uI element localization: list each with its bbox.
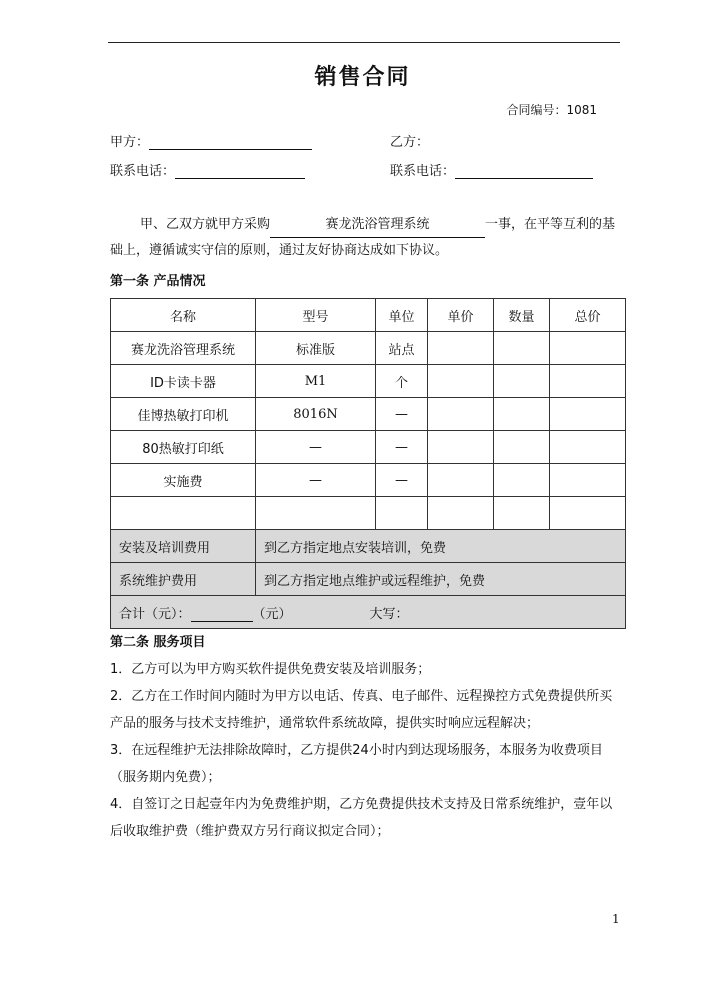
table-row: [111, 332, 626, 365]
header-total: 总价: [550, 299, 626, 332]
total-cell: [111, 596, 626, 629]
cell-model: M1: [256, 365, 376, 398]
party-b-phone-row: [390, 160, 593, 179]
list-item: 后收取维护费（维护费双方另行商议拟定合同）；: [110, 824, 390, 839]
page-title: 销售合同: [314, 64, 411, 90]
cell-quantity[interactable]: [494, 332, 550, 365]
intro-line-2: 础上，遵循诚实守信的原则，通过友好协商达成如下协议。: [110, 243, 449, 258]
total-capital-label: 大写：: [369, 606, 409, 622]
install-fee-label: 安装及培训费用: [111, 530, 256, 563]
cell-unit: —: [376, 398, 428, 431]
cell-unit: —: [376, 464, 428, 497]
party-a-phone-label: 联系电话：: [110, 164, 176, 179]
cell-total[interactable]: [550, 464, 626, 497]
section-2-heading: 第二条 服务项目: [110, 635, 206, 650]
list-item: （服务期内免费）；: [110, 770, 221, 785]
party-b-label: 乙方：: [390, 135, 430, 150]
header-unit: 单位: [376, 299, 428, 332]
cell-quantity[interactable]: [494, 398, 550, 431]
total-unit: （元）: [252, 606, 292, 622]
header-quantity: 数量: [494, 299, 550, 332]
cell-unit: —: [376, 431, 428, 464]
cell-model: —: [256, 464, 376, 497]
maintain-fee-label: 系统维护费用: [111, 563, 256, 596]
maintain-fee-row: [111, 563, 626, 596]
cell-unit: 个: [376, 365, 428, 398]
table-row: [111, 431, 626, 464]
table-row: [111, 497, 626, 530]
intro-product: 赛龙洗浴管理系统: [270, 212, 485, 238]
table-row: [111, 464, 626, 497]
party-b-row: [390, 131, 429, 150]
cell-model: —: [256, 431, 376, 464]
cell-name: 80热敏打印纸: [111, 431, 256, 464]
list-item: 4．自签订之日起壹年内为免费维护期，乙方免费提供技术支持及日常系统维护，壹年以: [110, 797, 613, 812]
table-header-row: [111, 299, 626, 332]
cell-total[interactable]: [550, 332, 626, 365]
contract-number: 合同编号：1081: [506, 103, 597, 117]
cell-total[interactable]: [550, 365, 626, 398]
cell-price[interactable]: [428, 398, 494, 431]
table-row: [111, 398, 626, 431]
party-a-phone-row: [110, 160, 305, 179]
list-item: 1．乙方可以为甲方购买软件提供免费安装及培训服务；: [110, 662, 431, 677]
cell-model: 8016N: [256, 398, 376, 431]
page-number: 1: [612, 912, 620, 926]
list-item: 3．在远程维护无法排除故障时，乙方提供24小时内到达现场服务，本服务为收费项目: [110, 743, 603, 758]
cell-price[interactable]: [428, 332, 494, 365]
intro-text-1: 甲、乙双方就甲方采购: [140, 217, 271, 232]
install-fee-value: 到乙方指定地点安装培训，免费: [256, 530, 626, 563]
section-1-heading: 第一条 产品情况: [110, 274, 206, 289]
header-name: 名称: [111, 299, 256, 332]
list-item: 产品的服务与技术支持维护，通常软件系统故障，提供实时响应远程解决；: [110, 716, 540, 731]
cell-quantity[interactable]: [494, 365, 550, 398]
header-rule: [108, 42, 620, 43]
total-row: [111, 596, 626, 629]
total-label: 合计（元）：: [119, 606, 191, 622]
header-price: 单价: [428, 299, 494, 332]
cell-total[interactable]: [550, 398, 626, 431]
cell-name: 赛龙洗浴管理系统: [111, 332, 256, 365]
cell-model[interactable]: [256, 497, 376, 530]
cell-name: 佳博热敏打印机: [111, 398, 256, 431]
cell-model: 标准版: [256, 332, 376, 365]
table-row: [111, 365, 626, 398]
party-a-row: [110, 131, 312, 150]
party-b-phone-blank[interactable]: [455, 164, 593, 179]
cell-price[interactable]: [428, 464, 494, 497]
cell-quantity[interactable]: [494, 431, 550, 464]
party-b-phone-label: 联系电话：: [390, 164, 456, 179]
intro-text-2: 一事，在平等互利的基: [485, 217, 616, 232]
intro-line-1: [110, 212, 615, 238]
party-a-phone-blank[interactable]: [175, 164, 305, 179]
cell-quantity[interactable]: [494, 497, 550, 530]
cell-total[interactable]: [550, 431, 626, 464]
party-a-label: 甲方：: [110, 135, 150, 150]
service-list: [110, 656, 615, 845]
product-table: [110, 298, 626, 629]
total-amount-blank[interactable]: [191, 607, 253, 622]
header-model: 型号: [256, 299, 376, 332]
cell-total[interactable]: [550, 497, 626, 530]
cell-name[interactable]: [111, 497, 256, 530]
maintain-fee-value: 到乙方指定地点维护或远程维护，免费: [256, 563, 626, 596]
cell-unit[interactable]: [376, 497, 428, 530]
cell-name: 实施费: [111, 464, 256, 497]
install-fee-row: [111, 530, 626, 563]
cell-price[interactable]: [428, 431, 494, 464]
intro-paragraph: [110, 212, 615, 263]
cell-unit: 站点: [376, 332, 428, 365]
cell-price[interactable]: [428, 365, 494, 398]
party-a-blank[interactable]: [149, 135, 312, 150]
cell-name: ID卡读卡器: [111, 365, 256, 398]
cell-quantity[interactable]: [494, 464, 550, 497]
list-item: 2．乙方在工作时间内随时为甲方以电话、传真、电子邮件、远程操控方式免费提供所买: [110, 689, 613, 704]
cell-price[interactable]: [428, 497, 494, 530]
